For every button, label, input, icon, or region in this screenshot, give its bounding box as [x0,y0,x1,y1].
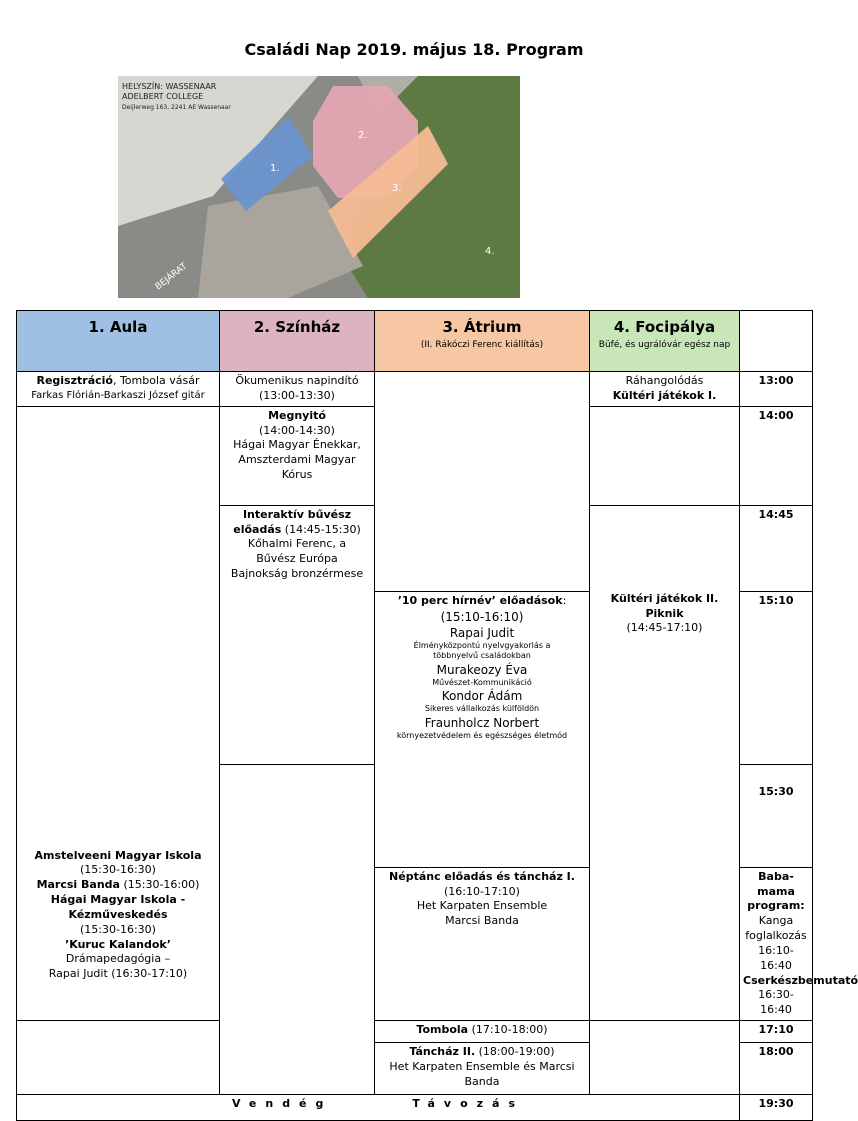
row-footer [17,1095,813,1121]
foci-kulteri2: Kültéri játékok II. Piknik (14:45-17:10) [590,505,740,1020]
time-1930: 19:30 [740,1095,813,1121]
foci-rahangolodas: Ráhangolódás Kültéri játékok I. [590,372,740,407]
aula-afternoon: Amstelveeni Magyar Iskola (15:30-16:30) Marcsi Banda (15:30-16:00) Hágai Magyar Iskola - Kézműveskedés (15:30-16:30) ’Kuruc Kalandok’ Drámapedagógia – Rapai Judit (16:30-17:10) [17,406,220,1020]
header-aula: 1. Aula [17,311,220,372]
aula-registration: Regisztráció, Tombola vásár Farkas Flórián-Barkaszi József gitár [17,372,220,407]
footer-departure: Vendég Távozás [17,1095,740,1121]
zone-label-2: 2. [358,130,368,141]
header-foci: 4. Focipálya Büfé, és ugrálóvár egész nap [590,311,740,372]
map-place-line2: ADELBERT COLLEGE [122,92,204,101]
time-1510: 15:10 [740,591,813,764]
map-place-line1: HELYSZÍN: WASSENAAR [122,82,217,91]
zone-label-3: 3. [392,183,402,194]
header-row [17,311,813,372]
time-1800: 18:00 [740,1043,813,1095]
atrium-talks: ’10 perc hírnév’ előadások: (15:10-16:10) Rapai Judit Élményközpontú nyelvgyakorlás a többnyelvű családokban Murakeozy Éva Művészet-Kommunikáció Kondor Ádám Sikeres vállalkozás külföldön Fraunholcz Norbert környezetvédelem és egészséges életmód [375,591,590,867]
program-table [16,310,858,1121]
page-title: Családi Nap 2019. május 18. Program [244,40,584,59]
zone-label-4: 4. [485,246,495,257]
szinhaz-megnyito: Megnyitó (14:00-14:30) Hágai Magyar Énekkar, Amszterdami Magyar Kórus [220,406,375,505]
row-1300 [17,372,813,407]
time-1400: 14:00 [740,406,813,505]
header-atrium: 3. Átrium (II. Rákóczi Ferenc kiállítás) [375,311,590,372]
foci-empty-1400 [590,406,740,505]
time-1710: 17:10 [740,1021,813,1043]
header-time [740,311,813,372]
atrium-neptanc: Néptánc előadás és táncház I. (16:10-17:10) Het Karpaten Ensemble Marcsi Banda [375,867,590,1020]
atrium-empty-top [375,372,590,592]
venue-map [118,76,520,298]
szinhaz-empty [220,764,375,1094]
foci-empty-bottom [590,1021,740,1095]
time-1300: 13:00 [740,372,813,407]
foci-baba: Baba-mama program: Kanga foglalkozás 16:10-16:40 Cserkészbemutató 16:30-16:40 [740,867,813,1020]
time-1445: 14:45 [740,505,813,591]
row-1710 [17,1021,813,1043]
szinhaz-buvesz: Interaktív bűvész előadás (14:45-15:30) Kőhalmi Ferenc, a Bűvész Európa Bajnokság bronzérmese [220,505,375,764]
atrium-tanchaz: Táncház II. (18:00-19:00) Het Karpaten Ensemble és Marcsi Banda [375,1043,590,1095]
entrance-label: BEJÁRAT [153,261,190,293]
atrium-tombola: Tombola (17:10-18:00) [375,1021,590,1043]
header-szinhaz: 2. Színház [220,311,375,372]
aula-empty-bottom [17,1021,220,1095]
zone-label-1: 1. [270,163,280,174]
time-1530: 15:30 [740,764,813,867]
map-address: Deijlerweg 163, 2241 AE Wassenaar [122,104,231,111]
szinhaz-okumenikus: Ökumenikus napindító (13:00-13:30) [220,372,375,407]
